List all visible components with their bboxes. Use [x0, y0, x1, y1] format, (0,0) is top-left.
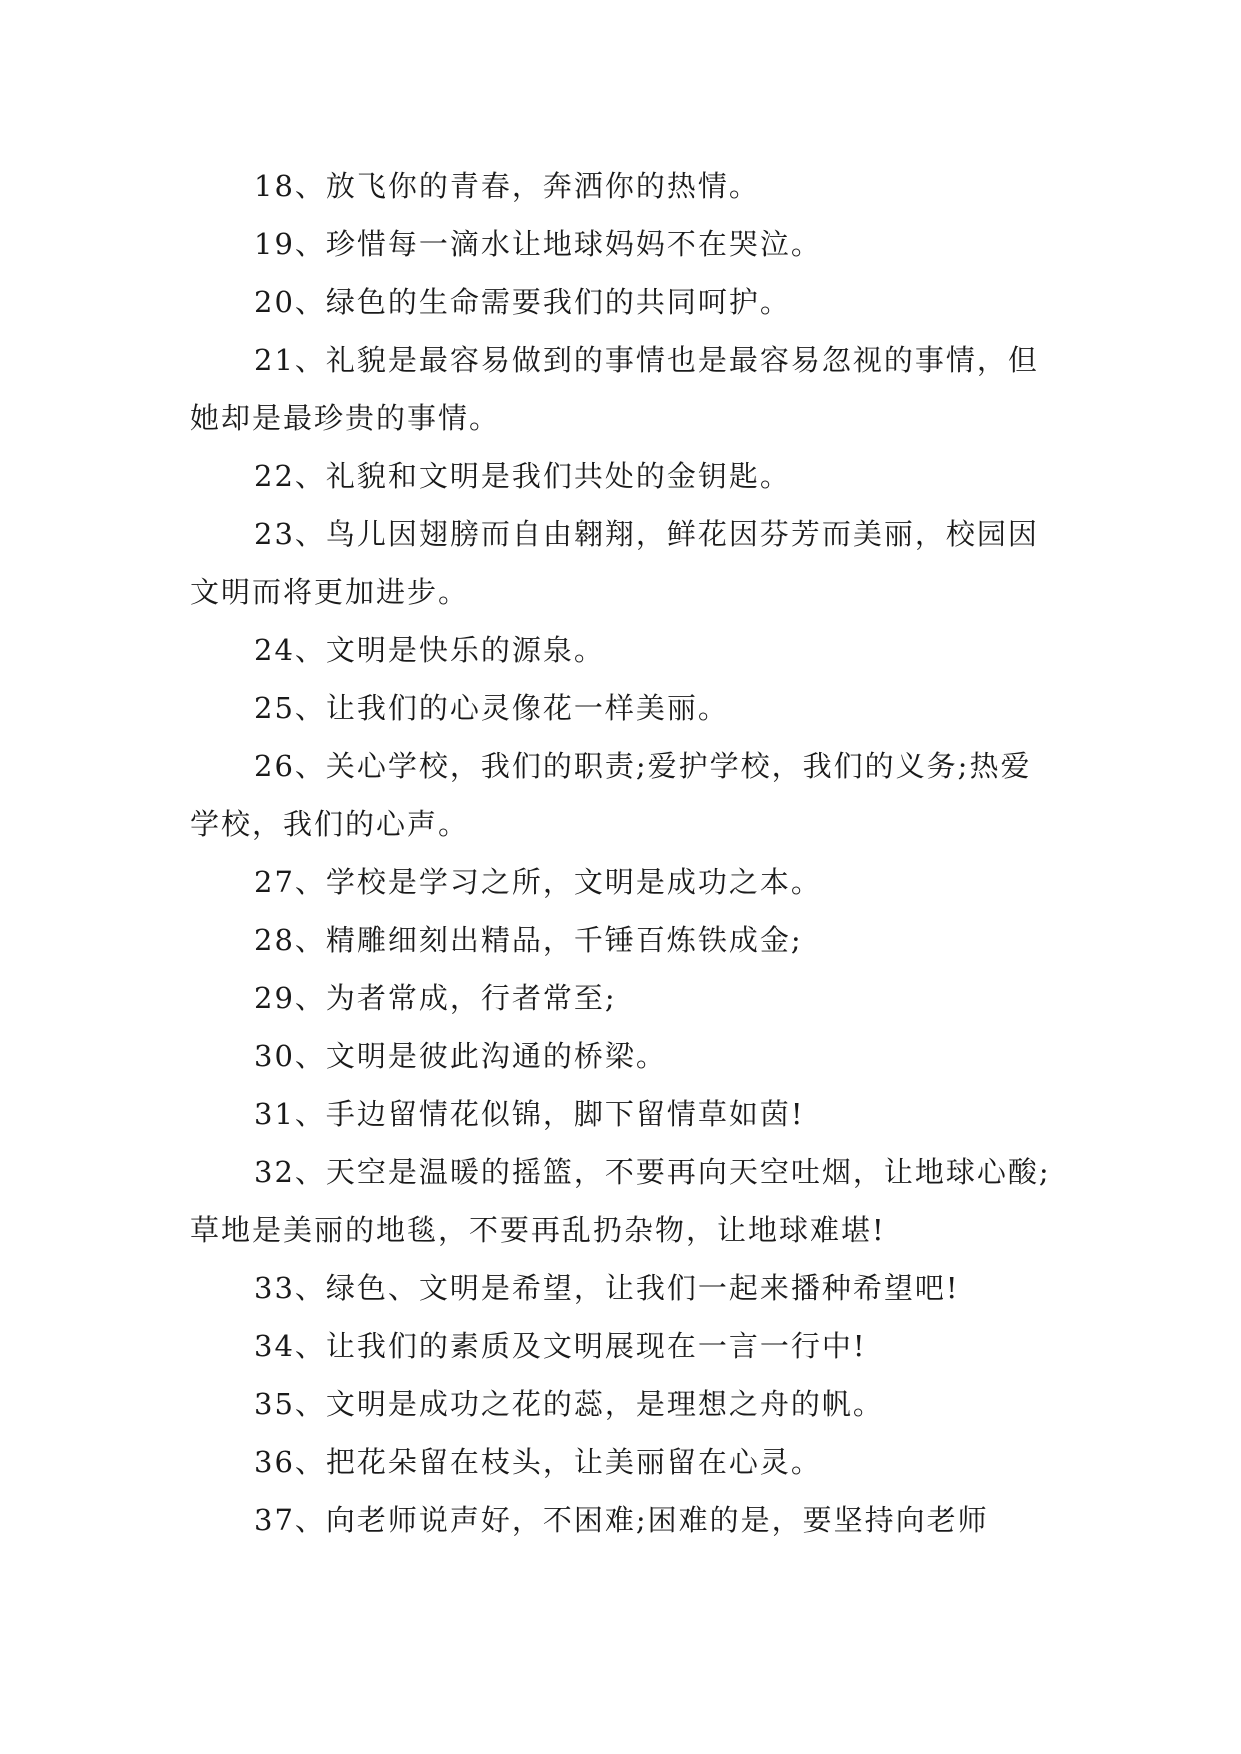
paragraph-29: 29、为者常成，行者常至; [254, 981, 617, 1015]
paragraph-37: 37、向老师说声好，不困难;困难的是，要坚持向老师 [254, 1503, 989, 1537]
paragraph-30: 30、文明是彼此沟通的桥梁。 [254, 1039, 667, 1073]
paragraph-20: 20、绿色的生命需要我们的共同呵护。 [254, 285, 791, 319]
paragraph-28: 28、精雕细刻出精品，千锤百炼铁成金; [254, 923, 803, 957]
paragraph-34: 34、让我们的素质及文明展现在一言一行中! [254, 1329, 867, 1363]
paragraph-35: 35、文明是成功之花的蕊，是理想之舟的帆。 [254, 1387, 884, 1421]
paragraph-24: 24、文明是快乐的源泉。 [254, 633, 605, 667]
paragraph-23: 23、鸟儿因翅膀而自由翱翔，鲜花因芬芳而美丽，校园因文明而将更加进步。 [190, 517, 1039, 609]
document-body [190, 157, 1052, 1549]
paragraph-33: 33、绿色、文明是希望，让我们一起来播种希望吧! [254, 1271, 960, 1305]
paragraph-26: 26、关心学校，我们的职责;爱护学校，我们的义务;热爱学校，我们的心声。 [190, 749, 1032, 841]
paragraph-31: 31、手边留情花似锦，脚下留情草如茵! [254, 1097, 805, 1131]
paragraph-21: 21、礼貌是最容易做到的事情也是最容易忽视的事情，但她却是最珍贵的事情。 [190, 343, 1039, 435]
paragraph-32: 32、天空是温暖的摇篮，不要再向天空吐烟，让地球心酸;草地是美丽的地毯，不要再乱扔杂物，让地球难堪! [190, 1155, 1051, 1247]
paragraph-27: 27、学校是学习之所，文明是成功之本。 [254, 865, 822, 899]
paragraph-36: 36、把花朵留在枝头，让美丽留在心灵。 [254, 1445, 822, 1479]
paragraph-19: 19、珍惜每一滴水让地球妈妈不在哭泣。 [254, 227, 822, 261]
paragraph-18: 18、放飞你的青春，奔洒你的热情。 [254, 169, 760, 203]
paragraph-22: 22、礼貌和文明是我们共处的金钥匙。 [254, 459, 791, 493]
paragraph-25: 25、让我们的心灵像花一样美丽。 [254, 691, 729, 725]
